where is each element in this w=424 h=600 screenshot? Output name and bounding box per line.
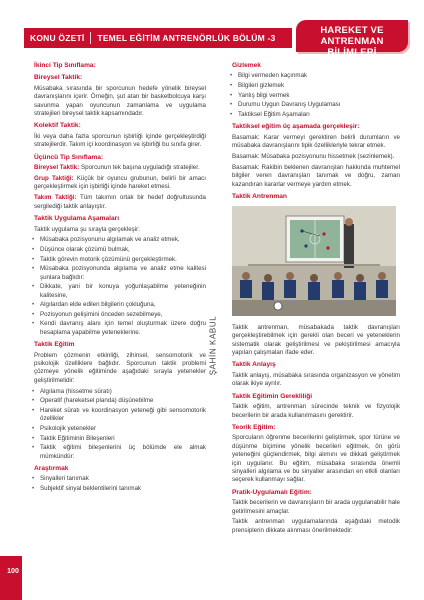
paragraph: Problem çözmenin etkinliği, zihinsel, sensomotorik ve psikolojik özelliklere bağlıdır. Sporcunun taktik problemi çözmeye yönelik eğitiminde aşağıdaki sırayla yetenekler geliştirilmelidir: [34, 351, 206, 384]
heading-tactical-training: Taktik Antrenman [232, 193, 287, 201]
list-item: • Müsabaka pozisyonunu algılamak ve analiz etmek, [40, 236, 206, 244]
paragraph: Taktik anlayış, müsabaka sırasında organizasyon ve yönetim olarak ikiye ayrılır. [232, 371, 400, 388]
paragraph: Basamak: Karar vermeyi gerektiren belirli durumların ve müsabaka davranışlarını tipik özellikleriyle tekrar etmek. [232, 133, 400, 149]
list-item: • Hareket süratı ve koordinasyon yeteneği gibi sensomotorik özellikler [40, 407, 206, 424]
list-item: • Taktik görevin motorik çözümünü gerçekleştirmek. [40, 256, 206, 264]
list-item: • Algılama (hissetme süratı) [40, 388, 206, 396]
chapter-strip [24, 28, 292, 48]
heading-necessity: Taktik Eğitimin Gerekliliği [232, 392, 313, 400]
paragraph: İki veya daha fazla sporcunun işbirliği içinde gerçekleştirdiği stratejilerdir. Takım içi koordinasyon ve işbirliği bu sınıfa girer. [34, 132, 206, 149]
bullet-list [226, 72, 400, 119]
list-item: • Subjektif sinyal beklentilerini tanımak [40, 485, 206, 493]
page-number-tab [0, 556, 22, 600]
heading-practical-education: Pratik-Uygulamalı Eğitim: [232, 488, 312, 496]
paragraph: Taktik becerilerin ve davranışların bir arada uygulanabilir hale getirilmesini amaçlar. [232, 499, 400, 515]
list-item: • Taktiksel Eğitim Aşamaları [238, 111, 400, 119]
paragraph: Basamak: Müsabaka pozisyonunu hissetmek (sezinlemek). [232, 152, 395, 160]
heading-second-type: İkinci Tip Sınıflama: [34, 62, 96, 69]
list-item: • Algılardan elde edilen bilgilerin çokluğuna, [40, 301, 206, 309]
heading-hiding: Gizlemek [232, 62, 261, 69]
heading-three-stages: Taktiksel eğitim üç aşamada gerçekleşir: [232, 123, 360, 131]
bullet-list [28, 388, 206, 461]
inline-label: Takım Taktiği: [34, 194, 77, 202]
subject-badge [296, 20, 408, 58]
list-item: • Yanlış bilgi vermek [238, 92, 400, 100]
paragraph: Müsabaka sırasında bir sporcunun hedefe yönelik bireysel davranışlarını içerir. Örneğin, şut atan bir basketbolcuya karşı savunma yapan oyuncunun zamanlama ve uygulama stratejileri bireysel taktik kapsamındadır. [34, 84, 206, 118]
list-item: • Taktik Eğitiminin Bileşenleri [40, 435, 206, 443]
list-item: • Pozisyonun gelişimini önceden sezebilmeye, [40, 311, 206, 319]
list-item: • Taktik eğitimi bileşenlerini üç bölümde ele almak mümkündür: [40, 444, 206, 461]
heading-individual-tactic: Bireysel Taktik: [34, 74, 83, 82]
left-column [28, 58, 206, 495]
bullet-list [28, 475, 206, 493]
list-item: • Operatif (hareketsel planda) düşünebilme [40, 397, 206, 405]
list-item: • Müsabaka pozisyonunda algılama ve analiz etme kalitesi şunlara bağlıdır: [40, 265, 206, 282]
list-item: • Sinyalleri tanımak [40, 475, 206, 483]
page-header [0, 0, 424, 58]
heading-research: Araştırmak [34, 464, 69, 472]
heading-theoretical-education: Teorik Eğitim: [232, 423, 276, 431]
paragraph [28, 194, 206, 211]
list-item: • Dikkate, yani bir konuya yoğunlaşabilme yeteneğinin kalitesine, [40, 283, 206, 300]
summary-label: KONU ÖZETİ [30, 33, 85, 43]
paragraph: Basamak: Rakibin beklenen davranışları hakkında muhtemel bilgiler veren davranışları tanımak ve doğru, zaman kazandıran kararlar vermeye yardım etmek. [232, 163, 400, 188]
heading-collective-tactic: Kolektif Taktik: [34, 122, 81, 130]
badge-line-1: HAREKET VE [320, 25, 384, 36]
paragraph: Taktik antrenman uygulamalarında aşağıdaki metodik prensiplerin dikkate alınması önerilmektedir: [232, 518, 400, 534]
list-item: • Durumu Uygun Davranış Uygulaması [238, 101, 400, 109]
inline-text: Sporcunun tek başına uyguladığı stratejiler. [79, 164, 200, 172]
heading-tactical-understanding: Taktik Anlayış [232, 361, 276, 369]
page-number: 100 [7, 568, 19, 575]
bullet-list [28, 236, 206, 337]
author-label: ŞAHİN KABUL [208, 315, 218, 375]
heading-tactical-education: Taktik Eğitim [34, 341, 75, 349]
list-item: • Bilgileri gizlemek [238, 82, 400, 90]
chapter-title: TEMEL EĞİTİM ANTRENÖRLÜK BÖLÜM -3 [97, 33, 276, 43]
paragraph: Sporcuların öğrenme becerilerini geliştirmek, spor türüne ve düşünme biçimine yönelik becerileri eğitmek, ön görü yeteneğini güçlendirmek, bilgi alımını ve dikkati geliştirmek için uygulanır. Bu eğitim, müsabaka sırasında önemli sinyalleri algılama ve bu sinyaller arasından en etkili olanları seçerek kullanmayı sağlar. [232, 434, 400, 484]
coach-tactics-photo [232, 206, 396, 316]
author-name [205, 300, 221, 390]
list-item: • Bilgi vermeden kaçınmak [238, 72, 400, 80]
list-item: • Düşünce olarak çözümü bulmak, [40, 246, 206, 254]
paragraph: Taktik antrenman, müsabakada taktik davranışları gerçekleştirebilmek için gerekli olan beceri ve yeteneklerin sistematik olarak geliştirilmesi ve pekiştirilmesi amacıyla yapılan çalışmaları ifade eder. [232, 323, 400, 357]
paragraph: Taktik eğitim, antrenman sürecinde teknik ve fizyolojik becerilerin bir arada kullanılmasını gerektirir. [232, 403, 400, 419]
paragraph: Taktik uygulama şu sırayla gerçekleşir: [34, 225, 140, 233]
header-divider [90, 32, 91, 44]
inline-label: Grup Taktiği: [34, 174, 74, 182]
inline-text: Tüm takımın ortak bir hedef doğrultusunda sergilediği taktik anlayıştır. [34, 194, 206, 210]
inline-text: Küçük bir oyuncu grubunun, belirli bir amacı gerçekleştirmek için işbirliği içinde hareket etmesi. [34, 174, 206, 191]
inline-label: Bireysel Taktik: [34, 164, 80, 172]
heading-application-stages: Taktik Uygulama Aşamaları [34, 215, 120, 223]
list-item: • Kendi davranış alanı için temel oluşturmak üzere doğru hesaplama yapabilme yeteneklerine. [40, 320, 206, 337]
list-item: • Psikolojik yetenekler [40, 425, 206, 433]
badge-line-2: ANTRENMAN BİLİMLERİ [320, 36, 384, 58]
heading-third-type: Üçüncü Tip Sınıflama: [34, 153, 104, 161]
paragraph [28, 175, 206, 192]
right-column [226, 58, 400, 538]
paragraph [28, 164, 206, 172]
